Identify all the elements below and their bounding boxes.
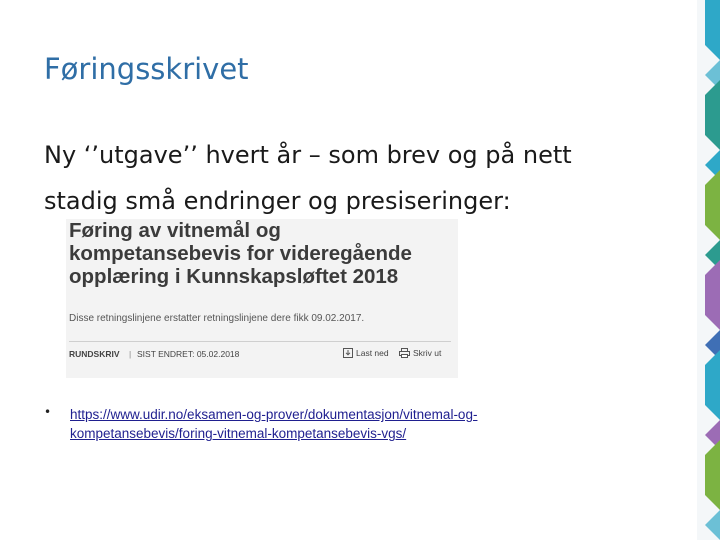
article-note: Disse retningslinjene erstatter retningslinjene dere fikk 09.02.2017. [69,313,365,324]
print-label: Skriv ut [413,348,442,358]
download-button[interactable] [343,348,389,358]
bullet-marker: • [44,405,52,419]
download-label: Last ned [356,348,389,358]
body-line: Ny ‘’utgave’’ hvert år – som brev og på nett [44,141,572,169]
article-heading-line: kompetansebevis for videregående [69,242,412,265]
link-line: https://www.udir.no/eksamen-og-prover/dokumentasjon/vitnemal-og- [70,407,478,422]
link-line: kompetansebevis/foring-vitnemal-kompetansebevis-vgs/ [70,426,407,441]
chevron-strip-graphic [697,0,720,540]
article-meta [69,348,457,362]
print-button[interactable] [399,348,441,358]
body-line: stadig små endringer og presiseringer: [44,187,511,215]
article-heading-line: Føring av vitnemål og [69,219,281,242]
article-screenshot [66,219,458,378]
article-changed-date: SIST ENDRET: 05.02.2018 [137,349,240,359]
article-heading-line: opplæring i Kunnskapsløftet 2018 [69,265,399,288]
article-heading [69,219,457,288]
download-icon [343,348,353,358]
article-divider [69,341,451,342]
slide-title: Føringsskrivet [44,52,249,86]
udir-link[interactable] [70,405,630,443]
body-text [44,132,684,224]
meta-separator: | [129,349,132,359]
article-type: RUNDSKRIV [69,349,120,359]
decorative-side-strip [697,0,720,540]
printer-icon [399,348,410,358]
